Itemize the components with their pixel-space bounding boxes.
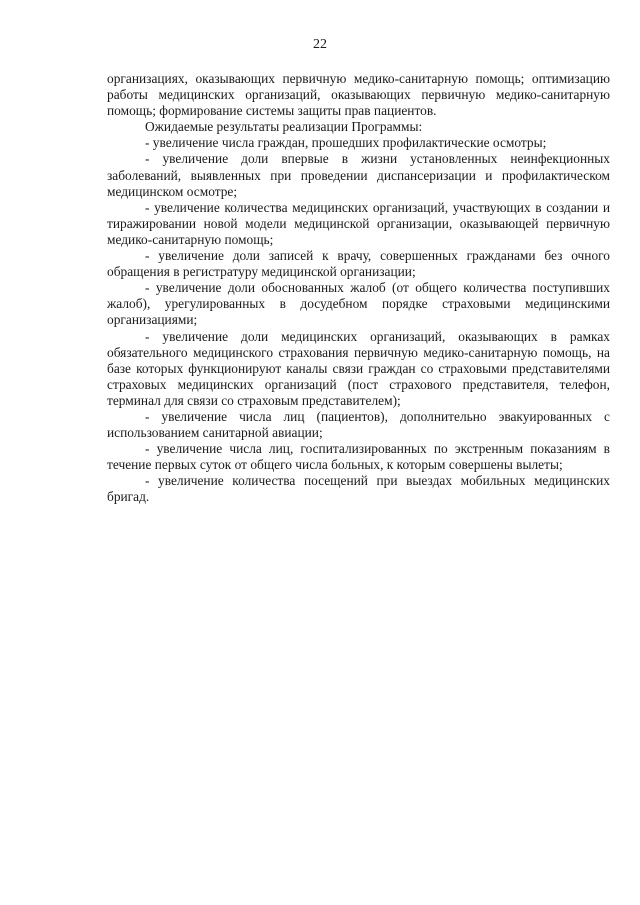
list-item-online-appointments: - увеличение доли записей к врачу, совершенных гражданами без очного обращения в регистратуру медицинской организации;: [107, 248, 610, 280]
body-text: [107, 71, 610, 506]
page-number: 22: [313, 37, 327, 52]
list-item-checkups: - увеличение числа граждан, прошедших профилактические осмотры;: [145, 135, 547, 151]
paragraph-expected-results-heading: Ожидаемые результаты реализации Программы:: [145, 119, 423, 135]
list-item-air-ambulance: - увеличение числа лиц (пациентов), дополнительно эвакуированных с использованием санитарной авиации;: [107, 408, 610, 441]
list-item-new-model-organizations: - увеличение количества медицинских организаций, участвующих в создании и тиражировании новой модели медицинской организации, оказывающей первичную медико-санитарную помощь;: [107, 199, 610, 247]
list-item-emergency-hospitalization: - увеличение числа лиц, госпитализированных по экстренным показаниям в течение первых суток от общего числа больных, к которым совершены вылеты;: [107, 441, 610, 473]
list-item-pretrial-complaints: - увеличение доли обоснованных жалоб (от общего количества поступивших жалоб), урегулированных в досудебном порядке страховыми медицинскими организациями;: [107, 280, 610, 328]
list-item-insurance-communication: - увеличение доли медицинских организаций, оказывающих в рамках обязательного медицинского страхования первичную медико-санитарную помощь, на базе которых функционируют каналы связи граждан со страховыми представителями страховых медицинских организаций (пост страхового представителя, телефон, терминал для связи со страховым представителем);: [107, 328, 610, 408]
list-item-mobile-teams: - увеличение количества посещений при выездах мобильных медицинских бригад.: [107, 473, 610, 505]
paragraph-continuation: организациях, оказывающих первичную медико-санитарную помощь; оптимизацию работы медицинских организаций, оказывающих первичную медико-санитарную помощь; формирование системы защиты прав пациентов.: [107, 71, 610, 119]
list-item-diseases-detected: - увеличение доли впервые в жизни установленных неинфекционных заболеваний, выявленных при проведении диспансеризации и профилактическом медицинском осмотре;: [107, 151, 610, 199]
